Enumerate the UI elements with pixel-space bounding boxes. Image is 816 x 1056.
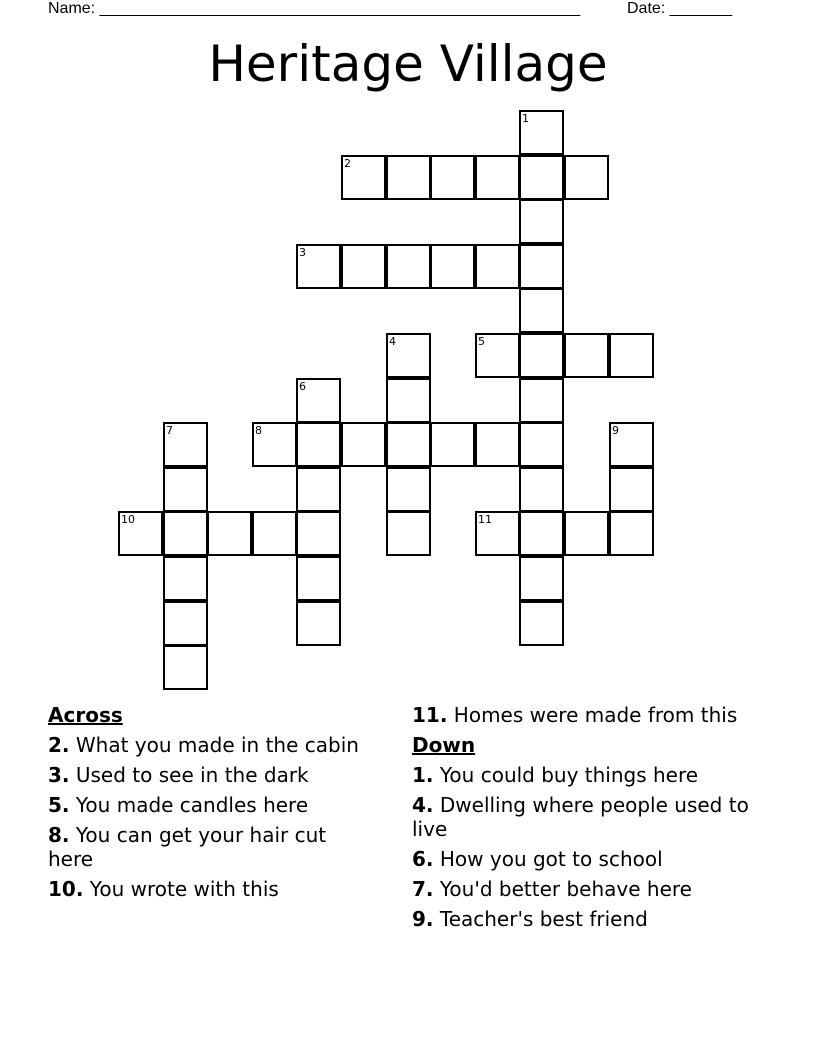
crossword-cell[interactable] xyxy=(163,556,208,601)
clue-across-5 xyxy=(48,793,368,817)
clue-number: 3. xyxy=(48,763,70,787)
cell-number: 5 xyxy=(478,335,485,348)
cell-number: 8 xyxy=(255,424,262,437)
crossword-cell[interactable] xyxy=(341,155,386,200)
cell-number: 11 xyxy=(478,513,492,526)
crossword-cell[interactable] xyxy=(475,511,520,556)
date-field[interactable]: Date: _______ xyxy=(627,0,732,17)
clue-number: 2. xyxy=(48,733,70,757)
cell-number: 1 xyxy=(522,112,529,125)
name-date-header xyxy=(48,0,768,20)
cell-number: 6 xyxy=(299,380,306,393)
down-heading: Down xyxy=(412,733,476,757)
crossword-cell[interactable] xyxy=(475,422,520,467)
crossword-cell[interactable] xyxy=(609,511,654,556)
clue-down-6 xyxy=(412,847,752,871)
crossword-cell[interactable] xyxy=(163,601,208,646)
crossword-cell[interactable] xyxy=(386,333,431,378)
clue-number: 5. xyxy=(48,793,70,817)
clue-across-10 xyxy=(48,877,368,901)
crossword-cell[interactable] xyxy=(296,467,341,512)
crossword-cell[interactable] xyxy=(252,422,297,467)
clue-across-3 xyxy=(48,763,368,787)
clue-number: 9. xyxy=(412,907,434,931)
clue-number: 6. xyxy=(412,847,434,871)
crossword-cell[interactable] xyxy=(341,422,386,467)
crossword-cell[interactable] xyxy=(430,155,475,200)
crossword-cell[interactable] xyxy=(386,467,431,512)
clue-down-1 xyxy=(412,763,752,787)
crossword-cell[interactable] xyxy=(296,556,341,601)
clue-down-9 xyxy=(412,907,752,931)
crossword-cell[interactable] xyxy=(163,422,208,467)
clues-left-column xyxy=(48,703,368,907)
crossword-cell[interactable] xyxy=(609,422,654,467)
crossword-cell[interactable] xyxy=(519,199,564,244)
crossword-cell[interactable] xyxy=(430,244,475,289)
crossword-cell[interactable] xyxy=(341,244,386,289)
clue-number: 1. xyxy=(412,763,434,787)
cell-number: 4 xyxy=(389,335,396,348)
clue-number: 7. xyxy=(412,877,434,901)
clue-text: You wrote with this xyxy=(89,877,279,901)
clue-text: Used to see in the dark xyxy=(75,763,309,787)
crossword-cell[interactable] xyxy=(564,155,609,200)
clue-number: 10. xyxy=(48,877,84,901)
crossword-cell[interactable] xyxy=(609,467,654,512)
crossword-cell[interactable] xyxy=(519,601,564,646)
clue-across-8 xyxy=(48,823,368,871)
crossword-cell[interactable] xyxy=(609,333,654,378)
cell-number: 10 xyxy=(121,513,135,526)
crossword-cell[interactable] xyxy=(519,556,564,601)
crossword-cell[interactable] xyxy=(475,333,520,378)
crossword-cell[interactable] xyxy=(296,422,341,467)
crossword-cell[interactable] xyxy=(519,244,564,289)
crossword-cell[interactable] xyxy=(430,422,475,467)
crossword-cell[interactable] xyxy=(207,511,252,556)
cell-number: 2 xyxy=(344,157,351,170)
clue-text: You made candles here xyxy=(75,793,309,817)
crossword-cell[interactable] xyxy=(386,155,431,200)
cell-number: 9 xyxy=(612,424,619,437)
clue-text: How you got to school xyxy=(439,847,663,871)
crossword-cell[interactable] xyxy=(519,155,564,200)
crossword-cell[interactable] xyxy=(519,288,564,333)
crossword-cell[interactable] xyxy=(386,511,431,556)
crossword-cell[interactable] xyxy=(519,110,564,155)
crossword-cell[interactable] xyxy=(163,511,208,556)
clue-text: You can get your hair cut here xyxy=(48,823,327,871)
clues-right-column xyxy=(412,703,752,937)
clue-text: Teacher's best friend xyxy=(439,907,648,931)
crossword-cell[interactable] xyxy=(475,244,520,289)
clue-text: Dwelling where people used to live xyxy=(412,793,749,841)
clue-number: 11. xyxy=(412,703,448,727)
crossword-cell[interactable] xyxy=(163,467,208,512)
crossword-cell[interactable] xyxy=(296,601,341,646)
crossword-cell[interactable] xyxy=(564,333,609,378)
crossword-cell[interactable] xyxy=(252,511,297,556)
crossword-cell[interactable] xyxy=(296,511,341,556)
page-title: Heritage Village xyxy=(208,35,608,93)
clue-text: Homes were made from this xyxy=(453,703,738,727)
crossword-cell[interactable] xyxy=(519,422,564,467)
across-heading: Across xyxy=(48,703,123,727)
clue-number: 4. xyxy=(412,793,434,817)
crossword-cell[interactable] xyxy=(386,422,431,467)
crossword-cell[interactable] xyxy=(519,333,564,378)
crossword-cell[interactable] xyxy=(519,511,564,556)
crossword-cell[interactable] xyxy=(519,378,564,423)
clue-text: What you made in the cabin xyxy=(75,733,359,757)
crossword-cell[interactable] xyxy=(386,378,431,423)
clue-down-7 xyxy=(412,877,752,901)
clue-text: You'd better behave here xyxy=(439,877,692,901)
cell-number: 3 xyxy=(299,246,306,259)
clue-across-11 xyxy=(412,703,752,727)
clue-down-4 xyxy=(412,793,752,841)
clue-across-2 xyxy=(48,733,368,757)
crossword-cell[interactable] xyxy=(564,511,609,556)
clue-text: You could buy things here xyxy=(439,763,699,787)
crossword-cell[interactable] xyxy=(519,467,564,512)
crossword-cell[interactable] xyxy=(118,511,163,556)
crossword-cell[interactable] xyxy=(475,155,520,200)
cell-number: 7 xyxy=(166,424,173,437)
crossword-cell[interactable] xyxy=(296,244,341,289)
clue-number: 8. xyxy=(48,823,70,847)
crossword-cell[interactable] xyxy=(163,645,208,690)
name-field[interactable]: Name: ______________________________________________________ xyxy=(48,0,581,17)
crossword-cell[interactable] xyxy=(386,244,431,289)
crossword-cell[interactable] xyxy=(296,378,341,423)
